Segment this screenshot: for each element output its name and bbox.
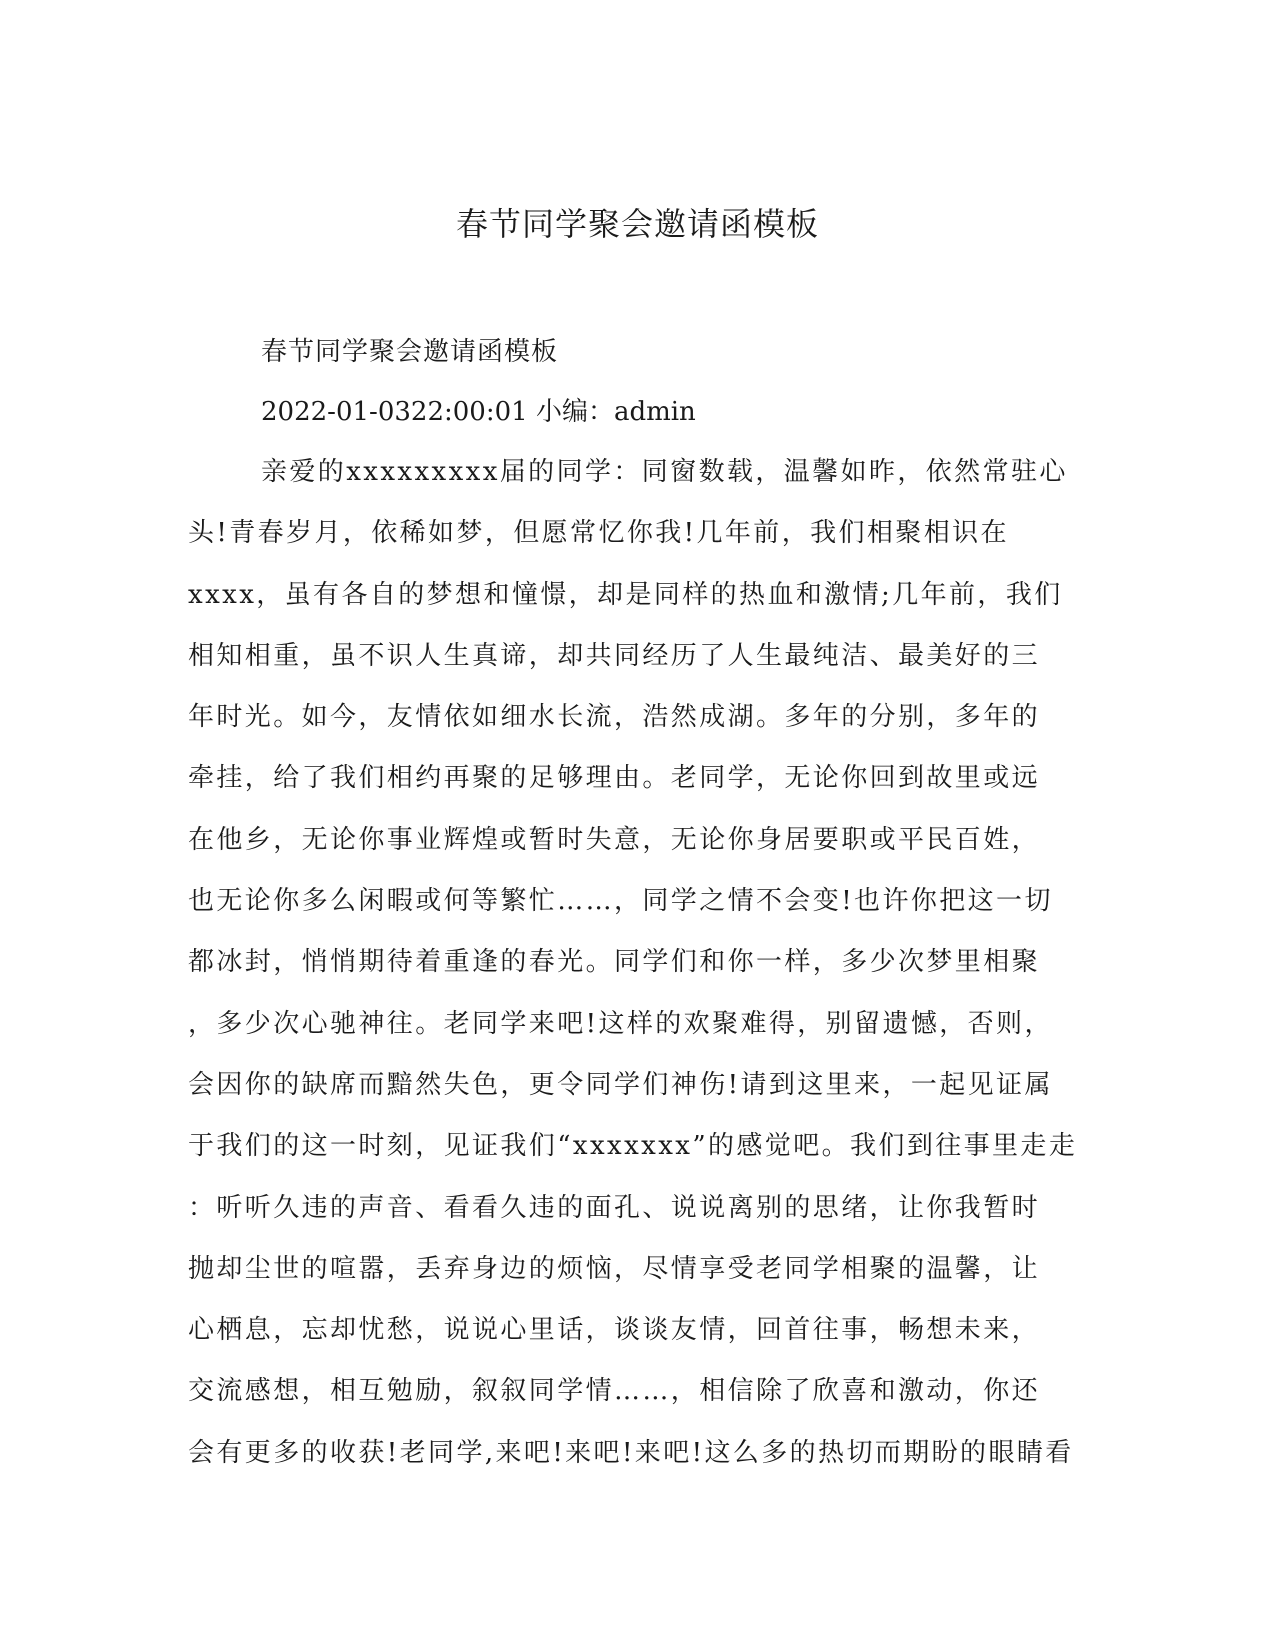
body-line: ，多少次心驰神往。老同学来吧!这样的欢聚难得，别留遗憾，否则， [188,1008,1053,1039]
body-line: 抛却尘世的喧嚣，丢弃身边的烦恼，尽情享受老同学相聚的温馨，让 [188,1253,1041,1284]
body-line: ：听听久违的声音、看看久违的面孔、说说离别的思绪，让你我暂时 [188,1192,1041,1223]
body-line: 于我们的这一时刻，见证我们“xxxxxxx”的感觉吧。我们到往事里走走 [188,1131,1078,1162]
article-heading: 春节同学聚会邀请函模板 [261,337,559,367]
body-line: 会因你的缺席而黯然失色，更令同学们神伤!请到这里来，一起见证属 [188,1069,1053,1100]
body-line: xxxx，虽有各自的梦想和憧憬，却是同样的热血和激情;几年前，我们 [188,579,1063,610]
body-line: 年时光。如今，友情依如细水长流，浩然成湖。多年的分别，多年的 [188,702,1041,733]
document-title: 春节同学聚会邀请函模板 [455,205,819,243]
article-meta: 2022-01-0322:00:01 小编：admin [261,397,696,427]
body-line: 交流感想，相互勉励，叙叙同学情……，相信除了欣喜和激动，你还 [188,1376,1041,1407]
body-line: 牵挂，给了我们相约再聚的足够理由。老同学，无论你回到故里或远 [188,763,1041,794]
body-line: 亲爱的xxxxxxxxx届的同学：同窗数载，温馨如昨，依然常驻心 [261,457,1068,487]
body-line: 也无论你多么闲暇或何等繁忙……，同学之情不会变!也许你把这一切 [188,886,1053,917]
body-line: 都冰封，悄悄期待着重逢的春光。同学们和你一样，多少次梦里相聚 [188,947,1041,978]
body-line: 在他乡，无论你事业辉煌或暂时失意，无论你身居要职或平民百姓， [188,824,1041,855]
body-line: 相知相重，虽不识人生真谛，却共同经历了人生最纯洁、最美好的三 [188,640,1041,671]
body-line: 会有更多的收获!老同学,来吧!来吧!来吧!这么多的热切而期盼的眼睛看 [188,1437,1074,1468]
article-body [188,452,1088,1494]
body-line: 心栖息，忘却忧愁，说说心里话，谈谈友情，回首往事，畅想未来， [188,1315,1041,1346]
body-line: 头!青春岁月，依稀如梦，但愿常忆你我!几年前，我们相聚相识在 [188,518,1009,549]
